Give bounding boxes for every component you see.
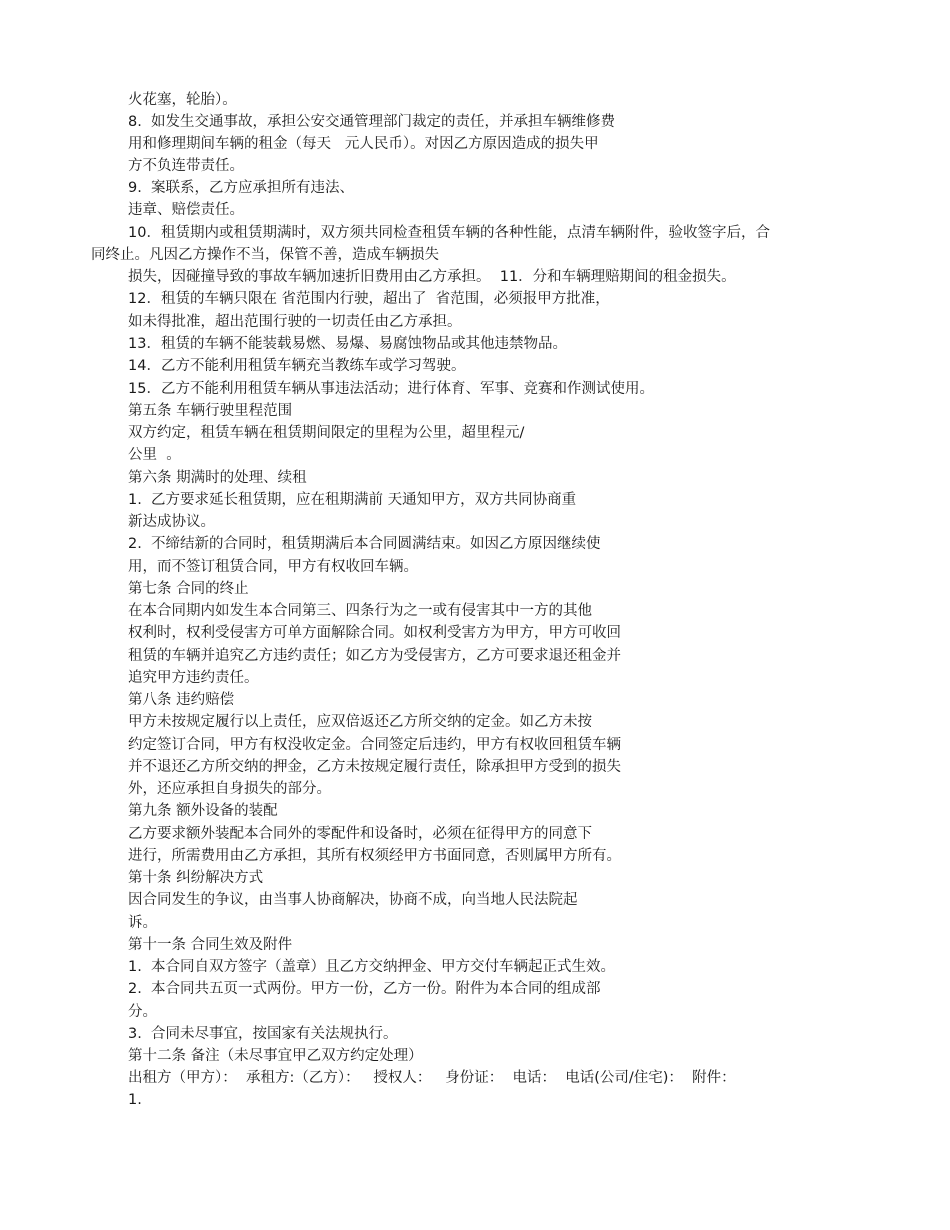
text-line: 诉。: [128, 915, 157, 931]
text-line: 在本合同期内如发生本合同第三、四条行为之一或有侵害其中一方的其他: [128, 603, 592, 619]
text-line: 12．租赁的车辆只限在 省范围内行驶，超出了 省范围，必须报甲方批准，: [128, 291, 610, 307]
text-line: 10．租赁期内或租赁期满时，双方须共同检查租赁车辆的各种性能，点清车辆附件，验收签字后，合: [128, 225, 770, 241]
section-heading: 第七条 合同的终止: [128, 581, 249, 597]
section-heading: 第十二条 备注（未尽事宜甲乙双方约定处理）: [128, 1048, 423, 1064]
text-line: 违章、赔偿责任。: [128, 202, 244, 218]
text-line: 14．乙方不能利用租赁车辆充当教练车或学习驾驶。: [128, 358, 466, 374]
text-line: 进行，所需费用由乙方承担，其所有权须经甲方书面同意，否则属甲方所有。: [128, 848, 621, 864]
text-line: 新达成协议。: [128, 514, 215, 530]
text-line: 如未得批准，超出范围行驶的一切责任由乙方承担。: [128, 314, 462, 330]
text-line: 追究甲方违约责任。: [128, 670, 259, 686]
text-line: 甲方未按规定履行以上责任，应双倍返还乙方所交纳的定金。如乙方未按: [128, 714, 592, 730]
text-line: 9. 案联系，乙方应承担所有违法、: [128, 180, 355, 196]
text-line: 火花塞，轮胎）。: [128, 92, 237, 108]
section-heading: 第十一条 合同生效及附件: [128, 937, 293, 953]
text-line: 公里 。: [128, 447, 181, 463]
text-line: 3. 合同未尽事宜，按国家有关法规执行。: [128, 1026, 398, 1042]
section-heading: 第八条 违约赔偿: [128, 692, 235, 708]
text-line: 2. 不缔结新的合同时，租赁期满后本合同圆满结束。如因乙方原因继续使: [128, 536, 601, 552]
text-line: 外，还应承担自身损失的部分。: [128, 781, 331, 797]
text-line: 13．租赁的车辆不能装载易燃、易爆、易腐蚀物品或其他违禁物品。: [128, 336, 567, 352]
section-heading: 第十条 纠纷解决方式: [128, 870, 264, 886]
section-heading: 第九条 额外设备的装配: [128, 803, 278, 819]
text-line: 因合同发生的争议，由当事人协商解决，协商不成，向当地人民法院起: [128, 892, 578, 908]
text-line: 2. 本合同共五页一式两份。甲方一份，乙方一份。附件为本合同的组成部: [128, 981, 601, 997]
signature-fields-line: 出租方（甲方）： 承租方:（乙方）： 授权人： 身份证： 电话： 电话(公司/住宅)： 附件：: [128, 1070, 736, 1086]
text-line: 8. 如发生交通事故，承担公安交通管理部门裁定的责任，并承担车辆维修费: [128, 114, 616, 130]
text-line: 1. 乙方要求延长租赁期，应在租期满前 天通知甲方，双方共同协商重: [128, 492, 577, 508]
text-line: 损失，因碰撞导致的事故车辆加速折旧费用由乙方承担。 11．分和车辆理赔期间的租金损失。: [128, 269, 736, 285]
text-line: 乙方要求额外装配本合同外的零配件和设备时，必须在征得甲方的同意下: [128, 826, 592, 842]
text-line: 方不负连带责任。: [128, 158, 244, 174]
text-line: 约定签订合同，甲方有权没收定金。合同签定后违约，甲方有权收回租赁车辆: [128, 737, 621, 753]
section-heading: 第六条 期满时的处理、续租: [128, 470, 307, 486]
text-line: 双方约定，租赁车辆在租赁期间限定的里程为公里，超里程元/: [128, 425, 525, 441]
text-line: 用和修理期间车辆的租金（每天 元人民币）。对因乙方原因造成的损失甲: [128, 136, 599, 152]
text-line: 租赁的车辆并追究乙方违约责任；如乙方为受侵害方，乙方可要求退还租金并: [128, 648, 621, 664]
text-line: 15．乙方不能利用租赁车辆从事违法活动；进行体育、军事、竞赛和作测试使用。: [128, 381, 654, 397]
text-line: 1. 本合同自双方签字（盖章）且乙方交纳押金、甲方交付车辆起正式生效。: [128, 959, 616, 975]
text-line: 权利时，权利受侵害方可单方面解除合同。如权利受害方为甲方，甲方可收回: [128, 625, 621, 641]
text-line: 分。: [128, 1004, 157, 1020]
text-line: 并不退还乙方所交纳的押金，乙方未按规定履行责任，除承担甲方受到的损失: [128, 759, 621, 775]
text-line: 同终止。凡因乙方操作不当，保管不善，造成车辆损失: [91, 247, 439, 263]
section-heading: 第五条 车辆行驶里程范围: [128, 403, 293, 419]
text-line: 用，而不签订租赁合同，甲方有权收回车辆。: [128, 559, 418, 575]
text-line: 1.: [128, 1092, 142, 1108]
